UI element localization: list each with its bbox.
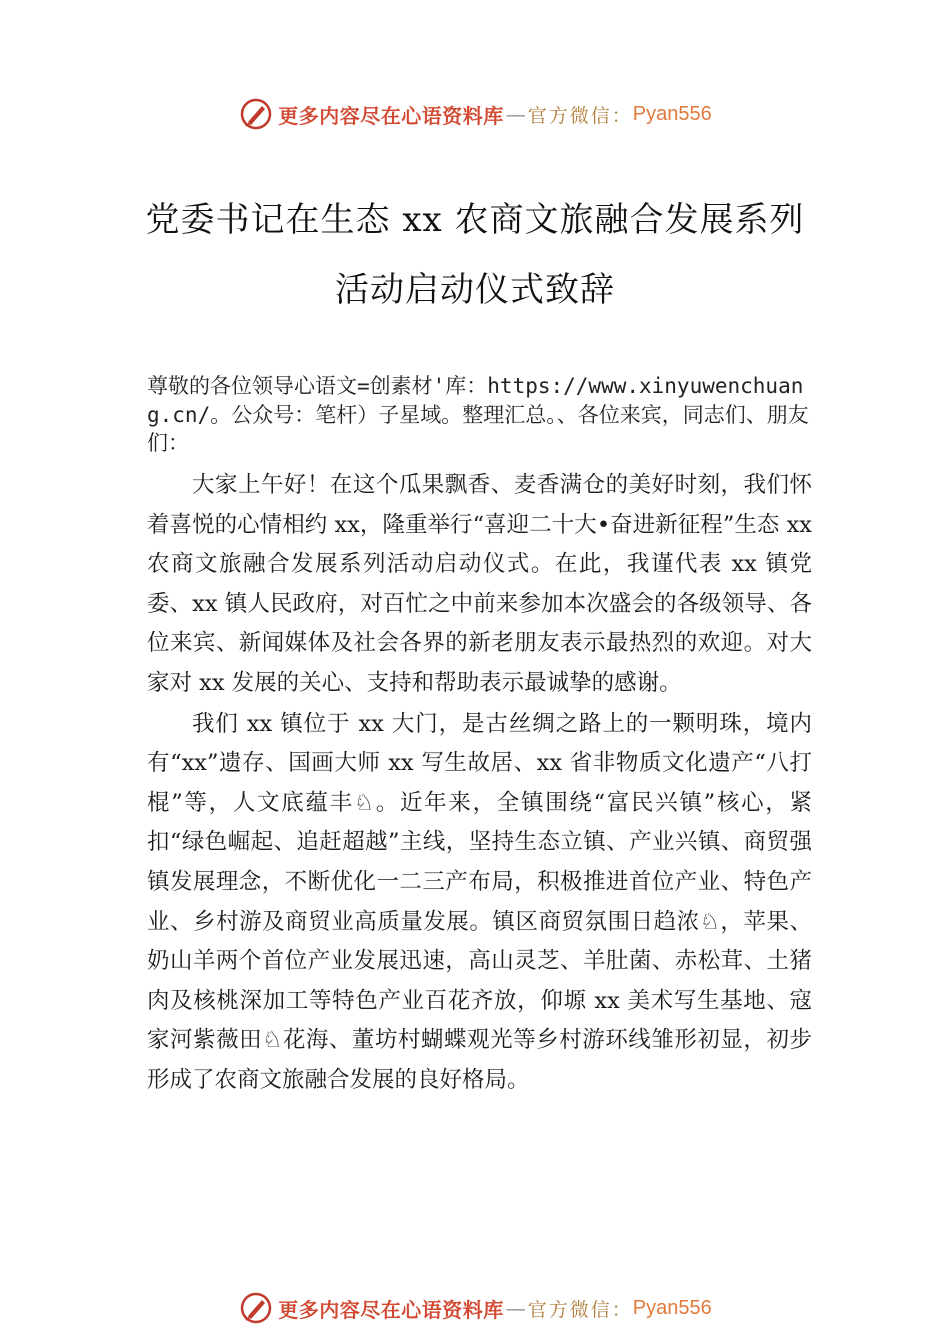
body-paragraph-2: 我们 xx 镇位于 xx 大门，是古丝绸之路上的一颗明珠，境内有“xx”遗存、国画大师 xx 写生故居、xx 省非物质文化遗产“八打棍”等，人文底蕴丰♘。近年来，全镇围绕“富民兴镇”核心，紧扣“绿色崛起、追赶超越”主线，坚持生态立镇、产业兴镇、商贸强镇发展理念，不断优化一二三产布局，积极推进首位产业、特色产业、乡村游及商贸业高质量发展。镇区商贸氛围日趋浓♘，苹果、奶山羊两个首位产业发展迅速，高山灵芝、羊肚菌、赤松茸、土猪肉及核桃深加工等特色产业百花齐放，仰塬 xx 美术写生基地、寇家河紫薇田♘花海、董坊村蝴蝶观光等乡村游环线雏形初显，初步形成了农商文旅融合发展的良好格局。 <box>147 710 812 1093</box>
banner-text: 更多内容尽在心语资料库 <box>278 103 504 128</box>
wechat-label: 官方微信： <box>527 104 633 127</box>
wechat-id: Pyan556 <box>632 1296 712 1319</box>
pen-seal-icon <box>238 96 274 132</box>
wechat-label: 官方微信： <box>527 1298 633 1321</box>
document-title-line-2: 活动启动仪式致辞 <box>335 270 615 310</box>
document-title-line-1: 党委书记在生态 xx 农商文旅融合发展系列 <box>145 200 805 240</box>
document-body <box>147 466 812 1101</box>
header-banner <box>0 94 950 134</box>
banner-text: 更多内容尽在心语资料库 <box>278 1297 504 1322</box>
footer-banner <box>0 1288 950 1328</box>
body-paragraph-1: 大家上午好！在这个瓜果飘香、麦香满仓的美好时刻，我们怀着喜悦的心情相约 xx，隆重举行“喜迎二十大•奋进新征程”生态 xx 农商文旅融合发展系列活动启动仪式。在此，我谨代表 xx 镇党委、xx 镇人民政府，对百忙之中前来参加本次盛会的各级领导、各位来宾、新闻媒体及社会各界的新老朋友表示最热烈的欢迎。对大家对 xx 发展的关心、支持和帮助表示最诚挚的感谢。 <box>147 472 812 696</box>
salutation-paragraph: 尊敬的各位领导心语文=创素材'库：https://www.xinyuwenchuang.cn/。公众号：笔杆）子星域。整理汇总。、各位来宾，同志们、朋友们： <box>147 374 809 455</box>
banner-separator: — <box>505 102 526 126</box>
banner-separator: — <box>505 1296 526 1320</box>
pen-seal-icon <box>238 1290 274 1326</box>
wechat-id: Pyan556 <box>632 102 712 125</box>
